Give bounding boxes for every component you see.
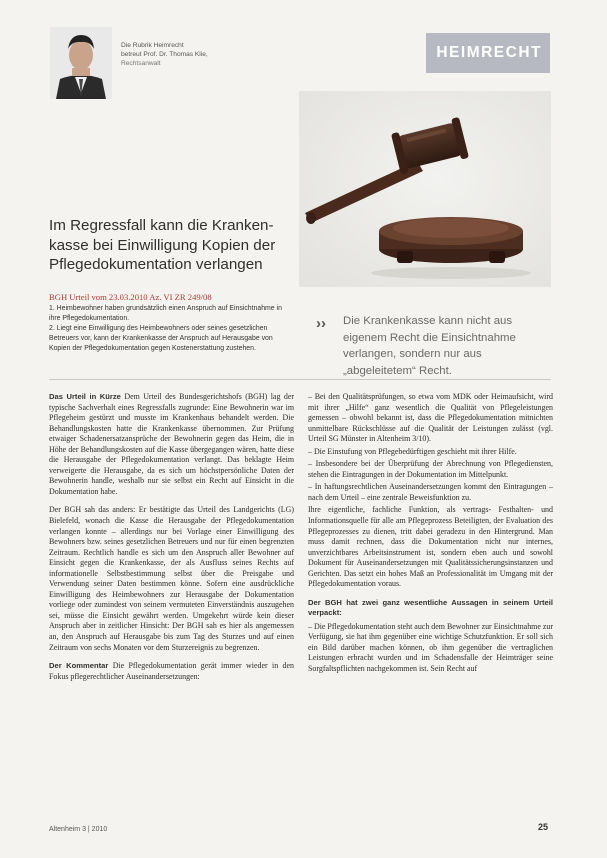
paragraph: Ihre eigentliche, fachliche Funktion, als vertrags- Festhalten- und Informationsquelle für alle am Pflegeprozess Beteiligten, der Evaluation des Pflegeprozesses zu dienen, tritt dabei geradezu in den Hintergrund. Man muss damit rechnen, dass die Dokumentation nicht nur internes, unverzichtbares Arbeitsinstrument ist, sondern eben auch und sowohl Dokument für Auseinandersetzungen mit Qualitätssicherungsinstanzen und Gerichten. Das setzt ein hohes Maß an Professionalität im Umgang mit der Pflegedokumentation voraus. (308, 505, 553, 589)
byline-line-1: Die Rubrik Heimrecht (121, 42, 184, 49)
ruling-reference: BGH Urteil vom 23.03.2010 Az. VI ZR 249/08 (49, 292, 212, 302)
pull-quote-text: Die Krankenkasse kann nicht aus eigenem Recht die Einsichtnahme verlangen, sondern nur aus „abgeleitetem“ Recht. (343, 315, 516, 377)
paragraph-lead: Das Urteil in Kürze (49, 392, 121, 401)
quote-chevron-icon: ›› (316, 315, 326, 332)
paragraph (49, 505, 294, 653)
paragraph-lead: Der Kommentar (49, 661, 109, 671)
article-title (49, 216, 299, 275)
byline-line-3: Rechtsanwalt (121, 60, 161, 67)
headnote-2: 2. Liegt eine Einwilligung des Heimbewohners oder seines gesetzlichen Betreuers vor, kann der Krankenkasse der Anspruch auf Herausgabe von Kopien der Pflegedokumentation gegen Kostenerstattung zustehen. (49, 324, 273, 352)
list-item: – Bei den Qualitätsprüfungen, so etwa vom MDK oder Heimaufsicht, wird mit ihrer „Hilfe“ ganz wesentlich die Qualität von Pflegeleistungen gemessen – obwohl bekannt ist, dass die Pflegedokumentation mitnichten unmittelbare Rückschlüsse auf die Qualität der Leistungen zulässt (vgl. Urteil SG Münster in Altenheim 3/10). (308, 392, 553, 444)
list-item: – Insbesondere bei der Überprüfung der Abrechnung von Pflegediensten, stehen die Eintragungen in der Dokumentation im Mittelpunkt. (308, 459, 553, 479)
page-number: 25 (538, 822, 549, 832)
paragraph-text: Die Pflegedokumentation gerät immer wieder in den Fokus pflegerechtlicher Auseinandersetzungen: (49, 661, 295, 681)
list-item: – In haftungsrechtlichen Auseinandersetzungen kommt den Eintragungen – nach dem Urteil – eine zentrale Beweisfunktion zu. (308, 482, 553, 502)
paragraph (49, 661, 294, 682)
list-item: – Die Einstufung von Pflegebedürftigen geschieht mit ihrer Hilfe. (308, 446, 517, 456)
body-column-right (308, 392, 553, 677)
paragraph-text: Der BGH sah das anders: Er bestätigte das Urteil des Landgerichts (LG) Bielefeld, wonach die Kasse die Herausgabe der Pflegedokumentation verlangen konnte – allerdings nur bei Vorlage einer Einwilligung des Bewohners bzw. seines gesetzlichen Betreuers und nur für einen begrenzten Zeitraum. Rechtlich handle es sich um den Anspruch aller Bewohner auf Einsicht gegen die Krankenkasse, der als Ausfluss seines Rechts auf informationelle Selbstbestimmung selbst über die Preisgabe und Verwendung seiner Daten bestimmen könne. Sofern eine ausdrückliche Einwilligung des Heimbewohners zur Herausgabe der Dokumentation vorliege oder zumindest von seinem vermuteten Einverständnis auszugehen sei, müsse die Einsicht gewährt werden. Umgekehrt würde kein dieser Anspruch aber in zeitlicher Hinsicht: Der BGH sah es hier als angemessen an, den Anspruch auf Herausgabe bis zum Tag des Sturzes und auf einen Zeitraum von sechs Monaten vor dem Sturzereignis zu begrenzen. (49, 505, 294, 652)
paragraph (49, 392, 294, 497)
section-label: HEIMRECHT (436, 44, 542, 61)
title-line-1: Im Regressfall kann die Kranken- (49, 217, 274, 234)
section-subhead: Der BGH hat zwei ganz wesentliche Aussagen in seinem Urteil verpackt: (308, 597, 553, 618)
divider (49, 379, 551, 380)
title-line-3: Pflegedokumentation verlangen (49, 256, 263, 273)
issue-label: Altenheim 3 | 2010 (49, 826, 108, 833)
byline-line-2: betreut Prof. Dr. Thomas Klie, (121, 51, 208, 58)
section-banner (426, 33, 550, 73)
gavel-image (299, 91, 551, 287)
title-line-2: kasse bei Einwilligung Kopien der (49, 236, 276, 254)
headnote-summary (49, 304, 291, 354)
body-column-left (49, 392, 294, 690)
byline (121, 41, 208, 68)
headnote-1: 1. Heimbewohner haben grundsätzlich einen Anspruch auf Einsichtnahme in ihre Pflegedokumentation. (49, 305, 282, 322)
list-item: – Die Pflegedokumentation steht auch dem Bewohner zur Einsichtnahme zur Verfügung, sie hat ihm gegenüber eine wichtige Schutzfunktion. Er soll sich ein Bild darüber machen können, ob ihm gegenüber die vertraglichen Leistungen erbracht wurden und im Schadensfalle der Heimträger seine Sorgfaltspflichten nachgekommen ist. Sein Recht auf (308, 621, 553, 674)
paragraph-text: Dem Urteil des Bundesgerichtshofs (BGH) lag der typische Sachverhalt eines Regressfalls zugrunde: Eine Bewohnerin war im Pflegeheim gestürzt und musste im Krankenhaus behandelt werden. Die Behandlungskosten hatte die Krankenkasse übernommen. Zur Prüfung etwaiger Schadenersatzansprüche der Bewohnerin gegen das Heim, die in Höhe der Behandlungskosten auf die Kasse übergegangen wären, hatte diese die Herausgabe der Pflegedokumentation verlangt. Das beklagte Heim verweigerte die Herausgabe, da es sich um höchstpersönliche Daten der Bewohnerin handle, weshalb nur sie selbst ein Recht auf Einsicht in die Dokumentation habe. (49, 392, 294, 496)
author-photo (50, 27, 112, 99)
